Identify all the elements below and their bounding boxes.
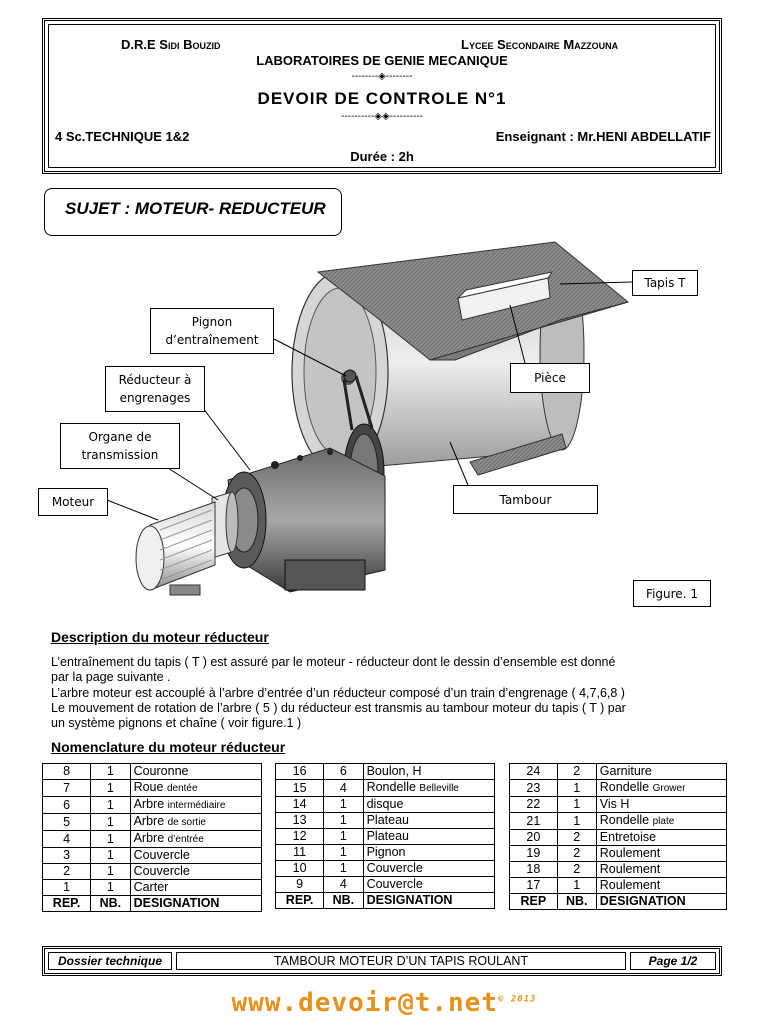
footer-page: Page 1/2: [630, 952, 716, 970]
nb-cell: 1: [324, 845, 363, 861]
designation-cell: [363, 861, 494, 877]
page-title: DEVOIR DE CONTROLE N°1: [257, 89, 507, 108]
table-row: [43, 780, 262, 797]
description-title: Description du moteur réducteur: [51, 629, 269, 645]
rep-cell: 4: [43, 831, 91, 848]
designation-detail: dentée: [166, 783, 198, 794]
rep-cell: 12: [276, 829, 324, 845]
callout-tambour: Tambour: [453, 485, 598, 514]
table-row: [43, 764, 262, 780]
nb-cell: 1: [324, 797, 363, 813]
designation-main: Roulement: [599, 878, 661, 892]
designation-cell: [596, 878, 726, 894]
designation-detail: Grower: [652, 783, 686, 794]
nomenclature-table-1: [42, 763, 262, 912]
table-header-cell: REP.: [276, 893, 324, 909]
nb-cell: 1: [557, 878, 596, 894]
designation-main: Roulement: [599, 846, 661, 860]
nb-cell: 1: [91, 864, 130, 880]
nb-cell: 1: [91, 797, 130, 814]
table-row: [276, 813, 495, 829]
nb-cell: 2: [557, 764, 596, 780]
nb-cell: 1: [91, 780, 130, 797]
designation-main: Carter: [133, 880, 169, 894]
footer-titre: TAMBOUR MOTEUR D’UN TAPIS ROULANT: [176, 952, 626, 970]
nb-cell: 1: [557, 813, 596, 830]
rep-cell: 16: [276, 764, 324, 780]
table-row: [276, 797, 495, 813]
table-row: [276, 780, 495, 797]
rep-cell: 17: [510, 878, 558, 894]
designation-main: Plateau: [366, 829, 409, 843]
callout-piece: Pièce: [510, 363, 590, 393]
nomenclature-table-2: [275, 763, 495, 909]
description-line-3: L’arbre moteur est accouplé à l’arbre d’entrée d’un réducteur composé d’un train d’engrenage ( 4,7,6,8 ): [51, 686, 625, 700]
rep-cell: 22: [510, 797, 558, 813]
designation-main: Couvercle: [133, 848, 190, 862]
callout-moteur: Moteur: [38, 488, 108, 516]
designation-cell: [596, 846, 726, 862]
designation-main: Rondelle: [599, 780, 653, 794]
table-row: [276, 764, 495, 780]
designation-cell: [130, 780, 261, 797]
rep-cell: 23: [510, 780, 558, 797]
rep-cell: 11: [276, 845, 324, 861]
nomenclature-title: Nomenclature du moteur réducteur: [51, 739, 286, 755]
designation-cell: [363, 877, 494, 893]
table-header-cell: DESIGNATION: [363, 893, 494, 909]
table-row: [510, 846, 727, 862]
callout-pignon: Pignon d’entraînement: [150, 308, 274, 354]
table-row: [510, 830, 727, 846]
rep-cell: 3: [43, 848, 91, 864]
rep-cell: 1: [43, 880, 91, 896]
designation-cell: [596, 830, 726, 846]
table-header-cell: NB.: [91, 896, 130, 912]
callout-organe: Organe de transmission: [60, 423, 180, 469]
callout-reducteur: Réducteur à engrenages: [105, 366, 205, 412]
designation-main: Roulement: [599, 862, 661, 876]
designation-main: Couvercle: [366, 877, 423, 891]
table-row: [510, 878, 727, 894]
designation-main: Couronne: [133, 764, 189, 778]
nb-cell: 4: [324, 780, 363, 797]
designation-main: Arbre: [133, 814, 168, 828]
nb-cell: 1: [91, 848, 130, 864]
table-header-cell: DESIGNATION: [130, 896, 261, 912]
table-row: [43, 814, 262, 831]
table-row: [510, 797, 727, 813]
sujet-title: SUJET : MOTEUR- REDUCTEUR: [65, 199, 326, 218]
reducteur-drawing: [222, 448, 385, 592]
nb-cell: 1: [91, 880, 130, 896]
designation-cell: [363, 764, 494, 780]
designation-cell: [363, 797, 494, 813]
header-inner-frame: [48, 24, 716, 168]
table-header-cell: NB.: [324, 893, 363, 909]
header-box: [42, 18, 722, 174]
nb-cell: 1: [324, 861, 363, 877]
designation-main: Vis H: [599, 797, 630, 811]
watermark-site: www.devoir@t.net$^{© 2013}$: [231, 988, 537, 1018]
designation-cell: [130, 797, 261, 814]
designation-cell: [596, 764, 726, 780]
table-header-cell: NB.: [557, 894, 596, 910]
table-row: [43, 880, 262, 896]
table-row: [276, 829, 495, 845]
description-line-5: un système pignons et chaîne ( voir figure.1 ): [51, 716, 302, 730]
designation-cell: [596, 780, 726, 797]
table-header-cell: REP.: [43, 896, 91, 912]
description-line-2: par la page suivante .: [51, 670, 171, 684]
rep-cell: 6: [43, 797, 91, 814]
designation-main: Couvercle: [133, 864, 190, 878]
rep-cell: 19: [510, 846, 558, 862]
nb-cell: 4: [324, 877, 363, 893]
table-row: [510, 862, 727, 878]
table-header-row: [43, 896, 262, 912]
designation-detail: intermédiaire: [167, 800, 226, 811]
designation-main: Plateau: [366, 813, 409, 827]
organe-transmission-drawing: [212, 492, 238, 558]
rep-cell: 5: [43, 814, 91, 831]
table-header-cell: REP: [510, 894, 558, 910]
designation-cell: [596, 813, 726, 830]
designation-main: disque: [366, 797, 404, 811]
designation-main: Rondelle: [366, 780, 420, 794]
designation-cell: [363, 780, 494, 797]
table-header-row: [276, 893, 495, 909]
dre-label: D.R.E Sidi Bouzid: [121, 37, 221, 52]
rep-cell: 21: [510, 813, 558, 830]
table-row: [276, 845, 495, 861]
table-row: [510, 764, 727, 780]
nb-cell: 1: [91, 764, 130, 780]
designation-main: Rondelle: [599, 813, 653, 827]
labo-label: LABORATOIRES DE GENIE MECANIQUE: [256, 53, 508, 68]
designation-detail: plate: [652, 816, 675, 827]
designation-main: Garniture: [599, 764, 652, 778]
designation-main: Arbre: [133, 831, 168, 845]
callout-tapis: Tapis T: [632, 270, 698, 296]
designation-main: Pignon: [366, 845, 406, 859]
footer-dossier: Dossier technique: [48, 952, 172, 970]
table-row: [276, 877, 495, 893]
nb-cell: 1: [557, 797, 596, 813]
rep-cell: 20: [510, 830, 558, 846]
designation-main: Roue: [133, 780, 167, 794]
watermark-year: © 2013: [497, 994, 537, 1005]
table-row: [510, 813, 727, 830]
designation-detail: Belleville: [419, 783, 459, 794]
rep-cell: 7: [43, 780, 91, 797]
table-row: [510, 780, 727, 797]
table-row: [43, 797, 262, 814]
nb-cell: 1: [91, 814, 130, 831]
nb-cell: 2: [557, 846, 596, 862]
designation-cell: [363, 813, 494, 829]
designation-cell: [130, 831, 261, 848]
designation-cell: [130, 764, 261, 780]
designation-detail: d’entrée: [167, 834, 204, 845]
table-row: [276, 861, 495, 877]
designation-main: Arbre: [133, 797, 168, 811]
designation-cell: [130, 880, 261, 896]
designation-cell: [363, 845, 494, 861]
rep-cell: 9: [276, 877, 324, 893]
designation-cell: [596, 862, 726, 878]
nb-cell: 1: [324, 813, 363, 829]
nb-cell: 1: [91, 831, 130, 848]
rep-cell: 24: [510, 764, 558, 780]
table-row: [43, 848, 262, 864]
designation-cell: [130, 848, 261, 864]
figure-caption: Figure. 1: [633, 580, 711, 607]
rep-cell: 2: [43, 864, 91, 880]
nb-cell: 1: [557, 780, 596, 797]
nb-cell: 2: [557, 830, 596, 846]
footer-box: [42, 946, 722, 976]
designation-main: Couvercle: [366, 861, 423, 875]
table-header-row: [510, 894, 727, 910]
ornament-bottom: ----------◈◈----------: [341, 111, 423, 122]
nb-cell: 2: [557, 862, 596, 878]
rep-cell: 10: [276, 861, 324, 877]
rep-cell: 13: [276, 813, 324, 829]
designation-cell: [363, 829, 494, 845]
designation-cell: [596, 797, 726, 813]
lycee-label: Lycee Secondaire Mazzouna: [461, 37, 619, 52]
designation-main: Entretoise: [599, 830, 657, 844]
table-row: [43, 831, 262, 848]
ornament-top: --------◈--------: [351, 71, 413, 82]
rep-cell: 14: [276, 797, 324, 813]
table-row: [43, 864, 262, 880]
nomenclature-table-3: [509, 763, 727, 910]
rep-cell: 8: [43, 764, 91, 780]
nb-cell: 6: [324, 764, 363, 780]
enseignant-label: Enseignant : Mr.HENI ABDELLATIF: [495, 129, 711, 144]
description-line-1: L’entraînement du tapis ( T ) est assuré par le moteur - réducteur dont le dessin d’ensemble est donné: [51, 655, 616, 669]
designation-main: Boulon, H: [366, 764, 422, 778]
rep-cell: 15: [276, 780, 324, 797]
classe-label: 4 Sc.TECHNIQUE 1&2: [55, 129, 190, 144]
table-header-cell: DESIGNATION: [596, 894, 726, 910]
designation-detail: de sortie: [167, 817, 206, 828]
designation-cell: [130, 814, 261, 831]
description-line-4: Le mouvement de rotation de l’arbre ( 5 ) du réducteur est transmis au tambour moteur du tapis ( T ) par: [51, 701, 626, 715]
nb-cell: 1: [324, 829, 363, 845]
designation-cell: [130, 864, 261, 880]
rep-cell: 18: [510, 862, 558, 878]
duree-label: Durée : 2h: [350, 149, 414, 164]
